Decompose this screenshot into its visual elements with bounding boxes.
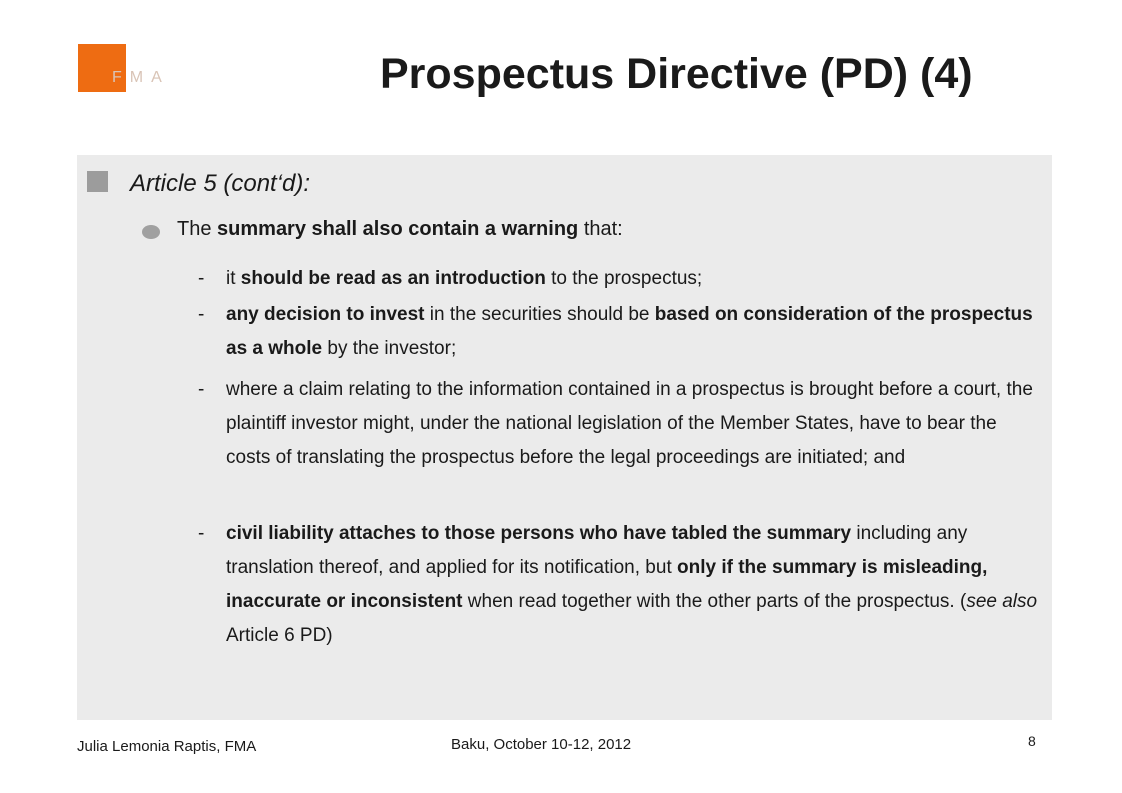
page-number: 8	[1028, 733, 1036, 749]
item-segment: where a claim relating to the information contained in a prospectus is brought before a court, the plaintiff investor might, under the national legislation of the Member States, have to bear the costs of translating the prospectus before the legal proceedings are initiated; and	[226, 379, 1033, 468]
item-segment-bold: based on consideration of the prospectus as a whole	[226, 304, 1033, 359]
item-segment: including any translation thereof, and applied for its notification, but	[226, 523, 968, 578]
list-item	[198, 262, 1038, 296]
warning-intro-bold: summary shall also contain a warning	[217, 218, 579, 240]
list-item	[198, 373, 1038, 475]
item-segment: in the securities should be	[424, 304, 655, 325]
dash-bullet: -	[198, 304, 205, 325]
list-item-text	[226, 298, 1038, 366]
warning-intro	[177, 218, 623, 241]
article-heading: Article 5 (cont‘d):	[130, 170, 311, 197]
item-segment: to the prospectus;	[545, 268, 703, 289]
square-bullet-icon	[87, 171, 108, 192]
warning-intro-pre: The	[177, 218, 218, 240]
list-item	[198, 298, 1038, 366]
list-item	[198, 517, 1038, 653]
dash-bullet: -	[198, 523, 205, 544]
item-segment: it	[226, 268, 241, 289]
item-segment: by the investor;	[322, 338, 457, 359]
item-segment-bold: civil liability attaches to those persons who have tabled the summary	[226, 523, 852, 544]
round-bullet-icon	[142, 225, 160, 239]
warning-intro-post: that:	[578, 218, 623, 240]
dash-bullet: -	[198, 268, 205, 289]
footer-author: Julia Lemonia Raptis, FMA	[77, 738, 257, 755]
list-item-text	[226, 373, 1038, 475]
item-segment-italic: see also	[966, 591, 1038, 612]
footer-event: Baku, October 10-12, 2012	[451, 736, 632, 753]
list-item-text	[226, 517, 1038, 653]
dash-bullet: -	[198, 379, 205, 400]
item-segment-bold: any decision to invest	[226, 304, 425, 325]
list-item-text	[226, 262, 1038, 296]
item-segment: Article 6 PD)	[226, 625, 333, 646]
slide-title: Prospectus Directive (PD) (4)	[380, 50, 973, 98]
item-segment-bold: only if the summary is misleading, inaccurate or inconsistent	[226, 557, 988, 612]
item-segment-bold: should be read as an introduction	[240, 268, 546, 289]
item-segment: when read together with the other parts of the prospectus. (	[462, 591, 967, 612]
fma-logo-text: FMA	[112, 69, 170, 86]
